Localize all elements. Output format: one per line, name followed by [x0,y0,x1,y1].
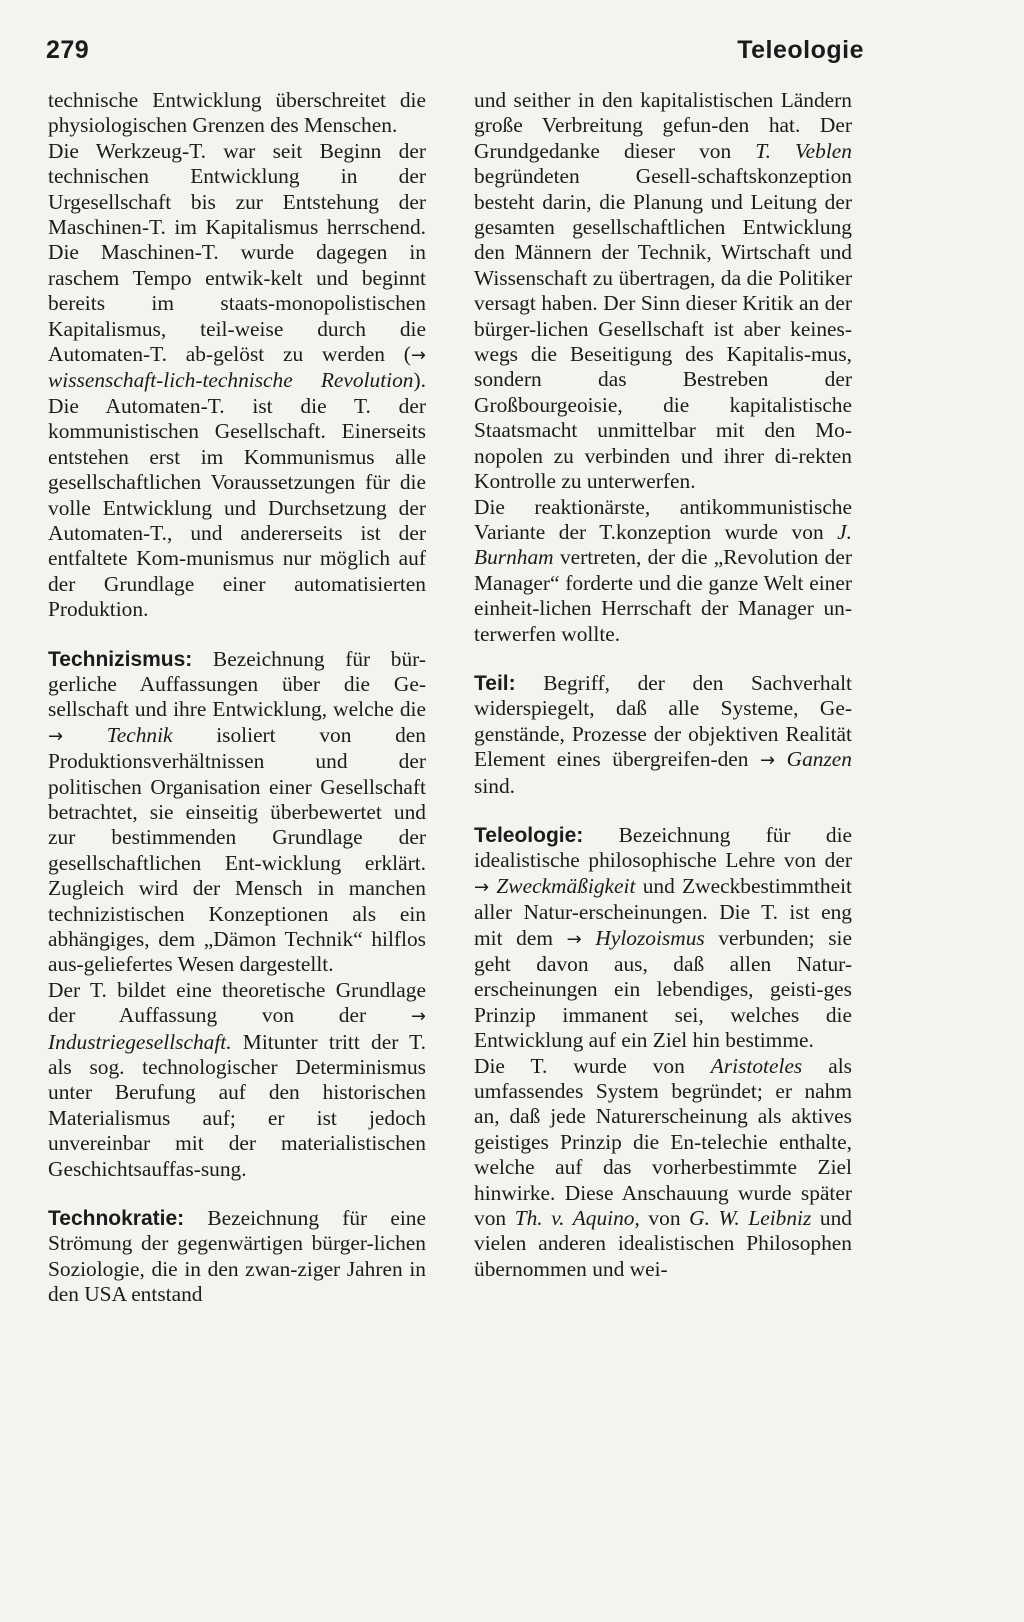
cross-reference[interactable]: Hylozoismus [595,925,705,950]
arrow-icon: → [566,928,582,950]
cross-reference[interactable]: T. Veblen [755,138,852,163]
entry-term: Teleologie: [474,823,584,847]
arrow-icon: → [410,345,426,367]
arrow-icon: → [410,1006,426,1028]
cross-reference[interactable]: Th. v. Aquino [514,1206,635,1231]
cross-reference[interactable]: Ganzen [786,747,852,772]
cross-reference[interactable]: wissenschaft-lich-technische Revolution [48,368,414,393]
paragraph: und seither in den kapitalistischen Ländern große Verbreitung gefun-den hat. Der Grundgedanke dieser von T. Veblen begründeten Gesell-schaftskonzeption besteht darin, die Planung und Leitung der gesamten gesellschaftlichen Entwicklung den Männern der Technik, Wirtschaft und Wissenschaft zu übertragen, da die Politiker versagt haben. Der Sinn dieser Kritik an der bürger-lichen Gesellschaft ist aber keines-wegs die Beseitigung des Kapitalis-mus, sondern das Bestreben der Großbourgeoisie, die kapitalistische Staatsmacht unmittelbar mit den Mo-nopolen zu verbinden und ihrer di-rekten Kontrolle zu unterwerfen. [474,88,852,494]
paragraph: Der T. bildet eine theoretische Grundlage der Auffassung von der → Industriegesellschaft. Mitunter tritt der T. als sog. technologischer Determinismus unter Berufung auf den historischen Materialismus auf; er ist jedoch unvereinbar mit der materialistischen Geschichtsauffas-sung. [48,977,426,1181]
paragraph: Die T. wurde von Aristoteles als umfassendes System begründet; er nahm an, daß jede Naturerscheinung als aktives geistiges Prinzip die En-telechie enthalte, welche auf das vorherbestimmte Ziel hinwirke. Diese Anschauung wurde später von Th. v. Aquino, von G. W. Leibniz und vielen anderen idealistischen Philosophen übernommen und wei- [474,1053,852,1281]
cross-reference[interactable]: Industriegesellschaft. [48,1029,232,1054]
entry-term: Technizismus: [48,647,193,671]
running-head: Teleologie [737,36,864,64]
cross-reference[interactable]: Zweckmäßigkeit [496,873,636,898]
cross-reference[interactable]: J. Burnham [474,519,852,570]
entry-term: Technokratie: [48,1207,185,1231]
paragraph: technische Entwicklung überschreitet die physiologischen Grenzen des Menschen. [48,88,426,138]
entry-technokratie: Technokratie: Bezeichnung für eine Strömung der gegenwärtigen bürger-lichen Soziologie, die in den zwan-ziger Jahren in den USA entstand [48,1206,426,1307]
entry-teil: Teil: Begriff, der den Sachverhalt widerspiegelt, daß alle Systeme, Ge-genstände, Prozesse der objektiven Realität Element eines übergreifen-den → Ganzen sind. [474,670,852,798]
cross-reference[interactable]: Aristoteles [710,1053,803,1078]
entry-teleologie: Teleologie: Bezeichnung für die idealistische philosophische Lehre von der → Zweckmäßigkeit und Zweckbestimmtheit aller Natur-erscheinungen. Die T. ist eng mit dem → Hylozoismus verbunden; sie geht davon aus, daß allen Natur-erscheinungen ein lebendiges, geisti-ges Prinzip immanent sei, welches die Entwicklung auf ein Ziel hin bestimme. [474,822,852,1053]
right-column [474,88,852,1282]
cross-reference[interactable]: Technik [106,722,173,747]
arrow-icon: → [48,725,64,747]
left-column [48,88,426,1308]
arrow-icon: → [760,750,776,772]
entry-technizismus: Technizismus: Bezeichnung für bür-gerliche Auffassungen über die Ge-sellschaft und ihre Entwicklung, welche die → Technik isoliert von den Produktionsverhältnissen und der politischen Organisation einer Gesellschaft betrachtet, sie einseitig überbewertet und zur bestimmenden Grundlage der gesellschaftlichen Ent-wicklung erklärt. Zugleich wird der Mensch in manchen technizistischen Konzeptionen als ein abhängiges, dem „Dämon Technik“ hilflos aus-geliefertes Wesen dargestellt. [48,646,426,977]
paragraph: Die reaktionärste, antikommunistische Variante der T.konzeption wurde von J. Burnham vertreten, der die „Revolution der Manager“ forderte und die ganze Welt einer einheit-lichen Herrschaft der Manager un-terwerfen wollte. [474,494,852,646]
paragraph: Die Werkzeug-T. war seit Beginn der technischen Entwicklung in der Urgesellschaft bis zur Entstehung der Maschinen-T. im Kapitalismus herrschend. Die Maschinen-T. wurde dagegen in raschem Tempo entwik-kelt und beginnt bereits im staats-monopolistischen Kapitalismus, teil-weise durch die Automaten-T. ab-gelöst zu werden (→ wissenschaft-lich-technische Revolution). Die Automaten-T. ist die T. der kommunistischen Gesellschaft. Einerseits entstehen erst im Kommunismus alle gesellschaftlichen Voraussetzungen für die volle Entwicklung und Durchsetzung der Automaten-T., und andererseits ist der entfaltete Kom-munismus nur möglich auf der Grundlage einer automatisierten Produktion. [48,138,426,622]
cross-reference[interactable]: G. W. Leibniz [689,1206,812,1231]
entry-term: Teil: [474,671,516,695]
arrow-icon: → [474,876,490,898]
page-number: 279 [46,36,90,64]
